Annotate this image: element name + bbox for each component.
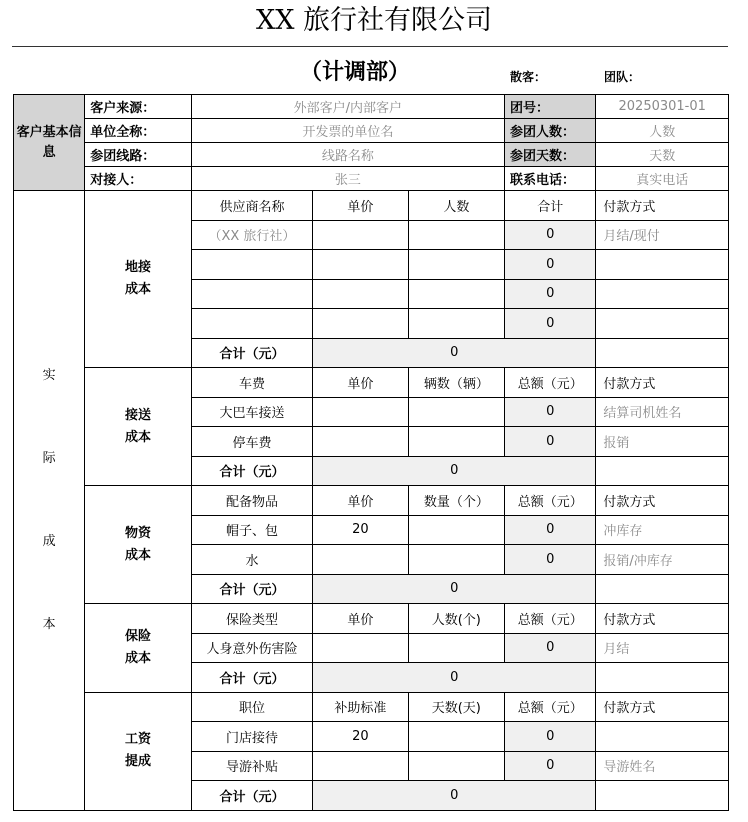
quantity-cell[interactable] [408,722,504,752]
item-cell[interactable]: 大巴车接送 [191,397,313,427]
quantity-cell[interactable] [408,309,504,339]
section-name [85,692,191,810]
subtotal-label: 合计（元） [191,338,313,368]
column-header: 人数(个) [408,604,504,634]
contact-label: 对接人： [85,167,191,191]
unit-field[interactable]: 开发票的单位名 [191,119,504,143]
column-header: 保险类型 [191,604,313,634]
payment-method-cell[interactable] [596,279,729,309]
subtotal-blank [596,663,729,693]
column-header: 总额（元） [505,604,596,634]
total-cell: 0 [505,250,596,280]
item-cell[interactable]: 停车费 [191,427,313,457]
section-name [85,191,191,368]
section-name-text: 保险成本 [124,628,151,666]
document-title: XX 旅行社有限公司 [255,5,493,36]
subtotal-blank [596,781,729,811]
department-title: （计调部） [300,59,411,85]
customer-section-label: 客户基本信息 [14,95,85,191]
price-cell[interactable] [313,250,408,280]
actual-cost-char: 成 [42,534,56,550]
column-header: 付款方式 [596,368,729,398]
item-cell[interactable]: （XX 旅行社） [191,220,313,250]
actual-cost-label [14,191,85,811]
source-label: 客户来源： [85,95,191,119]
total-cell: 0 [505,220,596,250]
unit-label: 单位全称： [85,119,191,143]
quantity-cell[interactable] [408,250,504,280]
price-cell[interactable] [313,545,408,575]
section-name [85,604,191,693]
column-header: 付款方式 [596,191,729,221]
quantity-cell[interactable] [408,633,504,663]
scattered-label: 散客： [510,70,547,84]
item-cell[interactable] [191,279,313,309]
column-header: 总额（元） [505,368,596,398]
item-cell[interactable]: 门店接待 [191,722,313,752]
total-cell: 0 [505,309,596,339]
days-field[interactable]: 天数 [596,143,729,167]
quantity-cell[interactable] [408,545,504,575]
people-label: 参团人数： [505,119,596,143]
quantity-cell[interactable] [408,397,504,427]
subtotal-label: 合计（元） [191,456,313,486]
column-header: 人数 [408,191,504,221]
total-cell: 0 [505,545,596,575]
total-cell: 0 [505,722,596,752]
total-cell: 0 [505,427,596,457]
quantity-cell[interactable] [408,220,504,250]
payment-method-cell[interactable]: 导游姓名 [596,751,729,781]
source-field[interactable]: 外部客户/内部客户 [191,95,504,119]
column-header: 单价 [313,486,408,516]
subtotal-value: 0 [313,781,596,811]
column-header: 数量（个） [408,486,504,516]
column-header: 单价 [313,604,408,634]
cost-form-table [13,94,729,811]
subtotal-label: 合计（元） [191,574,313,604]
total-cell: 0 [505,515,596,545]
group-no-field[interactable]: 20250301-01 [596,95,729,119]
price-cell[interactable] [313,427,408,457]
price-cell[interactable] [313,397,408,427]
phone-label: 联系电话： [505,167,596,191]
subtotal-label: 合计（元） [191,781,313,811]
quantity-cell[interactable] [408,751,504,781]
item-cell[interactable] [191,250,313,280]
route-label: 参团线路： [85,143,191,167]
column-header: 合计 [505,191,596,221]
price-cell[interactable] [313,220,408,250]
section-name-text: 物资成本 [124,525,151,563]
quantity-cell[interactable] [408,515,504,545]
section-name-text: 地接成本 [124,260,151,297]
item-cell[interactable]: 导游补贴 [191,751,313,781]
title-divider [12,46,728,47]
quantity-cell[interactable] [408,427,504,457]
column-header: 总额（元） [505,692,596,722]
payment-method-cell[interactable]: 报销 [596,427,729,457]
subtotal-blank [596,338,729,368]
payment-method-cell[interactable] [596,722,729,752]
group-no-label: 团号： [505,95,596,119]
column-header: 付款方式 [596,692,729,722]
route-field[interactable]: 线路名称 [191,143,504,167]
payment-method-cell[interactable]: 月结 [596,633,729,663]
subtotal-blank [596,574,729,604]
actual-cost-char: 本 [42,617,56,633]
item-cell[interactable]: 帽子、包 [191,515,313,545]
column-header: 天数(天) [408,692,504,722]
price-cell[interactable] [313,309,408,339]
column-header: 付款方式 [596,604,729,634]
price-cell[interactable] [313,751,408,781]
column-header: 单价 [313,191,408,221]
total-cell: 0 [505,633,596,663]
payment-method-cell[interactable]: 月结/现付 [596,220,729,250]
column-header: 配备物品 [191,486,313,516]
group-label: 团队： [604,70,641,84]
item-cell[interactable] [191,309,313,339]
contact-field[interactable]: 张三 [191,167,504,191]
section-name [85,486,191,604]
payment-method-cell[interactable]: 结算司机姓名 [596,397,729,427]
days-label: 参团天数： [505,143,596,167]
item-cell[interactable]: 水 [191,545,313,575]
actual-cost-char: 实 [42,368,56,384]
price-cell[interactable] [313,279,408,309]
section-name-text: 工资提成 [124,732,151,769]
quantity-cell[interactable] [408,279,504,309]
payment-method-cell[interactable] [596,250,729,280]
subtotal-value: 0 [313,456,596,486]
payment-method-cell[interactable] [596,309,729,339]
subtotal-value: 0 [313,574,596,604]
section-name-text: 接送成本 [124,407,151,445]
price-cell[interactable] [313,633,408,663]
price-cell[interactable]: 20 [313,722,408,752]
column-header: 付款方式 [596,486,729,516]
price-cell[interactable]: 20 [313,515,408,545]
column-header: 职位 [191,692,313,722]
column-header: 单价 [313,368,408,398]
section-name [85,368,191,486]
column-header: 总额（元） [505,486,596,516]
subtotal-value: 0 [313,663,596,693]
total-cell: 0 [505,397,596,427]
people-field[interactable]: 人数 [596,119,729,143]
column-header: 补助标准 [313,692,408,722]
subtotal-blank [596,456,729,486]
column-header: 辆数（辆） [408,368,504,398]
total-cell: 0 [505,751,596,781]
subtotal-value: 0 [313,338,596,368]
payment-method-cell[interactable]: 冲库存 [596,515,729,545]
item-cell[interactable]: 人身意外伤害险 [191,633,313,663]
column-header: 车费 [191,368,313,398]
payment-method-cell[interactable]: 报销/冲库存 [596,545,729,575]
phone-field[interactable]: 真实电话 [596,167,729,191]
column-header: 供应商名称 [191,191,313,221]
subtotal-label: 合计（元） [191,663,313,693]
actual-cost-char: 际 [42,451,56,467]
total-cell: 0 [505,279,596,309]
